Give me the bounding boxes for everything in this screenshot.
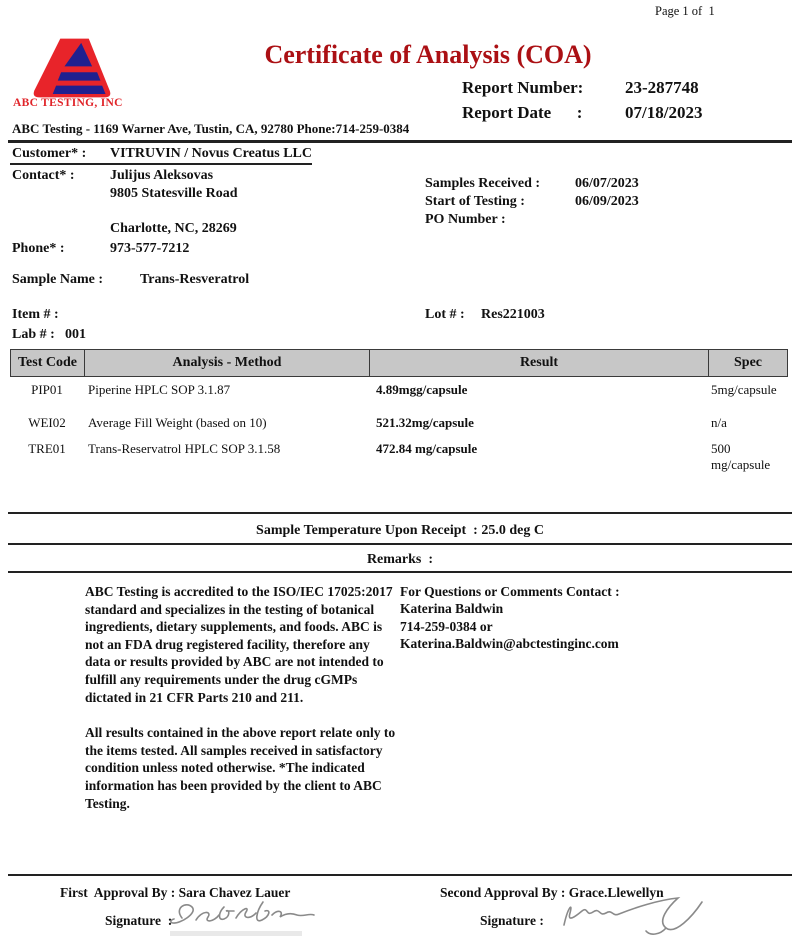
spec-cell: 5mg/capsule xyxy=(711,382,777,397)
second-approval-signature xyxy=(556,893,726,937)
phone-value: 973-577-7212 xyxy=(110,241,190,256)
contact-heading: For Questions or Comments Contact : xyxy=(400,584,620,599)
contact-phone: 714-259-0384 or xyxy=(400,618,493,634)
analysis-method-cell: Piperine HPLC SOP 3.1.87 xyxy=(88,382,231,397)
lab-address-line: ABC Testing - 1169 Warner Ave, Tustin, CA, 92780 Phone:714-259-0384 xyxy=(12,121,410,136)
table-row xyxy=(10,382,790,398)
signature-underline xyxy=(170,931,302,936)
contact-name: Julijus Aleksovas xyxy=(110,168,214,183)
col-header-test-code: Test Code xyxy=(11,350,85,376)
item-number-label: Item # : xyxy=(12,307,59,322)
result-cell: 472.84 mg/capsule xyxy=(376,441,478,456)
samples-received-label: Samples Received : xyxy=(425,176,541,191)
signature-label-first: Signature : xyxy=(105,913,173,928)
contact-label: Contact* : xyxy=(12,168,75,183)
divider xyxy=(8,140,792,143)
samples-received-value: 06/07/2023 xyxy=(575,176,639,191)
phone-label: Phone* : xyxy=(12,241,65,256)
disclaimer-paragraph-2: All results contained in the above report relate only to the items tested. All samples received in satisfactory condition unless noted otherwise. *The indicated information has been provided by the client to ABC Testing. xyxy=(85,725,396,811)
lot-number-value: Res221003 xyxy=(481,307,545,322)
result-cell: 4.89mgg/capsule xyxy=(376,382,468,397)
lot-number-label: Lot # : xyxy=(425,307,465,322)
table-row xyxy=(10,415,790,431)
sample-temperature-label: Sample Temperature Upon Receipt : xyxy=(256,523,478,538)
contact-email: Katerina.Baldwin@abctestinginc.com xyxy=(400,636,619,652)
contact-address-city: Charlotte, NC, 28269 xyxy=(110,221,237,236)
report-number-label: Report Number: xyxy=(462,78,584,97)
table-row xyxy=(10,441,790,473)
customer-underline xyxy=(10,163,312,165)
col-header-result: Result xyxy=(370,350,709,376)
contact-block xyxy=(400,583,650,653)
contact-address-street: 9805 Statesville Road xyxy=(110,186,238,201)
sample-name-label: Sample Name : xyxy=(12,272,103,287)
logo-text: ABC TESTING, INC xyxy=(13,97,123,109)
customer-value: VITRUVIN / Novus Creatus LLC xyxy=(110,146,312,161)
spec-cell: n/a xyxy=(711,415,727,430)
result-cell: 521.32mg/capsule xyxy=(376,415,474,430)
second-approval-label: Second Approval By : Grace.Llewellyn xyxy=(440,885,664,900)
divider xyxy=(8,543,792,545)
results-table-header xyxy=(10,349,788,377)
start-of-testing-label: Start of Testing : xyxy=(425,194,525,209)
signature-label-second: Signature : xyxy=(480,913,544,928)
test-code-cell: WEI02 xyxy=(28,415,66,430)
divider xyxy=(8,874,792,876)
disclaimer-text xyxy=(85,583,398,830)
report-date-value: 07/18/2023 xyxy=(625,103,703,122)
sample-temperature-line xyxy=(0,523,800,539)
customer-label: Customer* : xyxy=(12,146,87,161)
lab-number-value: 001 xyxy=(65,327,86,342)
test-code-cell: TRE01 xyxy=(28,441,66,456)
divider xyxy=(8,512,792,514)
contact-person: Katerina Baldwin xyxy=(400,601,504,617)
spec-cell: 500 mg/capsule xyxy=(711,441,771,472)
lab-number-label: Lab # : xyxy=(12,327,55,342)
analysis-method-cell: Trans-Reservatrol HPLC SOP 3.1.58 xyxy=(88,441,281,456)
report-date-label: Report Date : xyxy=(462,103,583,122)
remarks-label: Remarks : xyxy=(366,552,434,567)
disclaimer-paragraph-1: ABC Testing is accredited to the ISO/IEC 17025:2017 standard and specializes in the testing of botanical ingredients, dietary supplements, and foods. ABC is not an FDA drug registered facility, therefore any data or results provided by ABC are not intended to fulfill any requirements under the drug cGMPs dictated in 21 CFR Parts 210 and 211. xyxy=(85,584,393,705)
col-header-spec: Spec xyxy=(734,355,762,370)
document-title: Certificate of Analysis (COA) xyxy=(264,40,592,69)
page-number: Page 1 of 1 xyxy=(655,4,715,18)
report-number-value: 23-287748 xyxy=(625,78,699,97)
start-of-testing-value: 06/09/2023 xyxy=(575,194,639,209)
test-code-cell: PIP01 xyxy=(31,382,63,397)
analysis-method-cell: Average Fill Weight (based on 10) xyxy=(88,415,267,430)
col-header-analysis-method: Analysis - Method xyxy=(85,350,370,376)
first-approval-label: First Approval By : Sara Chavez Lauer xyxy=(60,885,291,900)
po-number-label: PO Number : xyxy=(425,212,506,227)
sample-temperature-value: 25.0 deg C xyxy=(481,523,544,538)
divider xyxy=(8,571,792,573)
sample-name-value: Trans-Resveratrol xyxy=(140,272,250,287)
